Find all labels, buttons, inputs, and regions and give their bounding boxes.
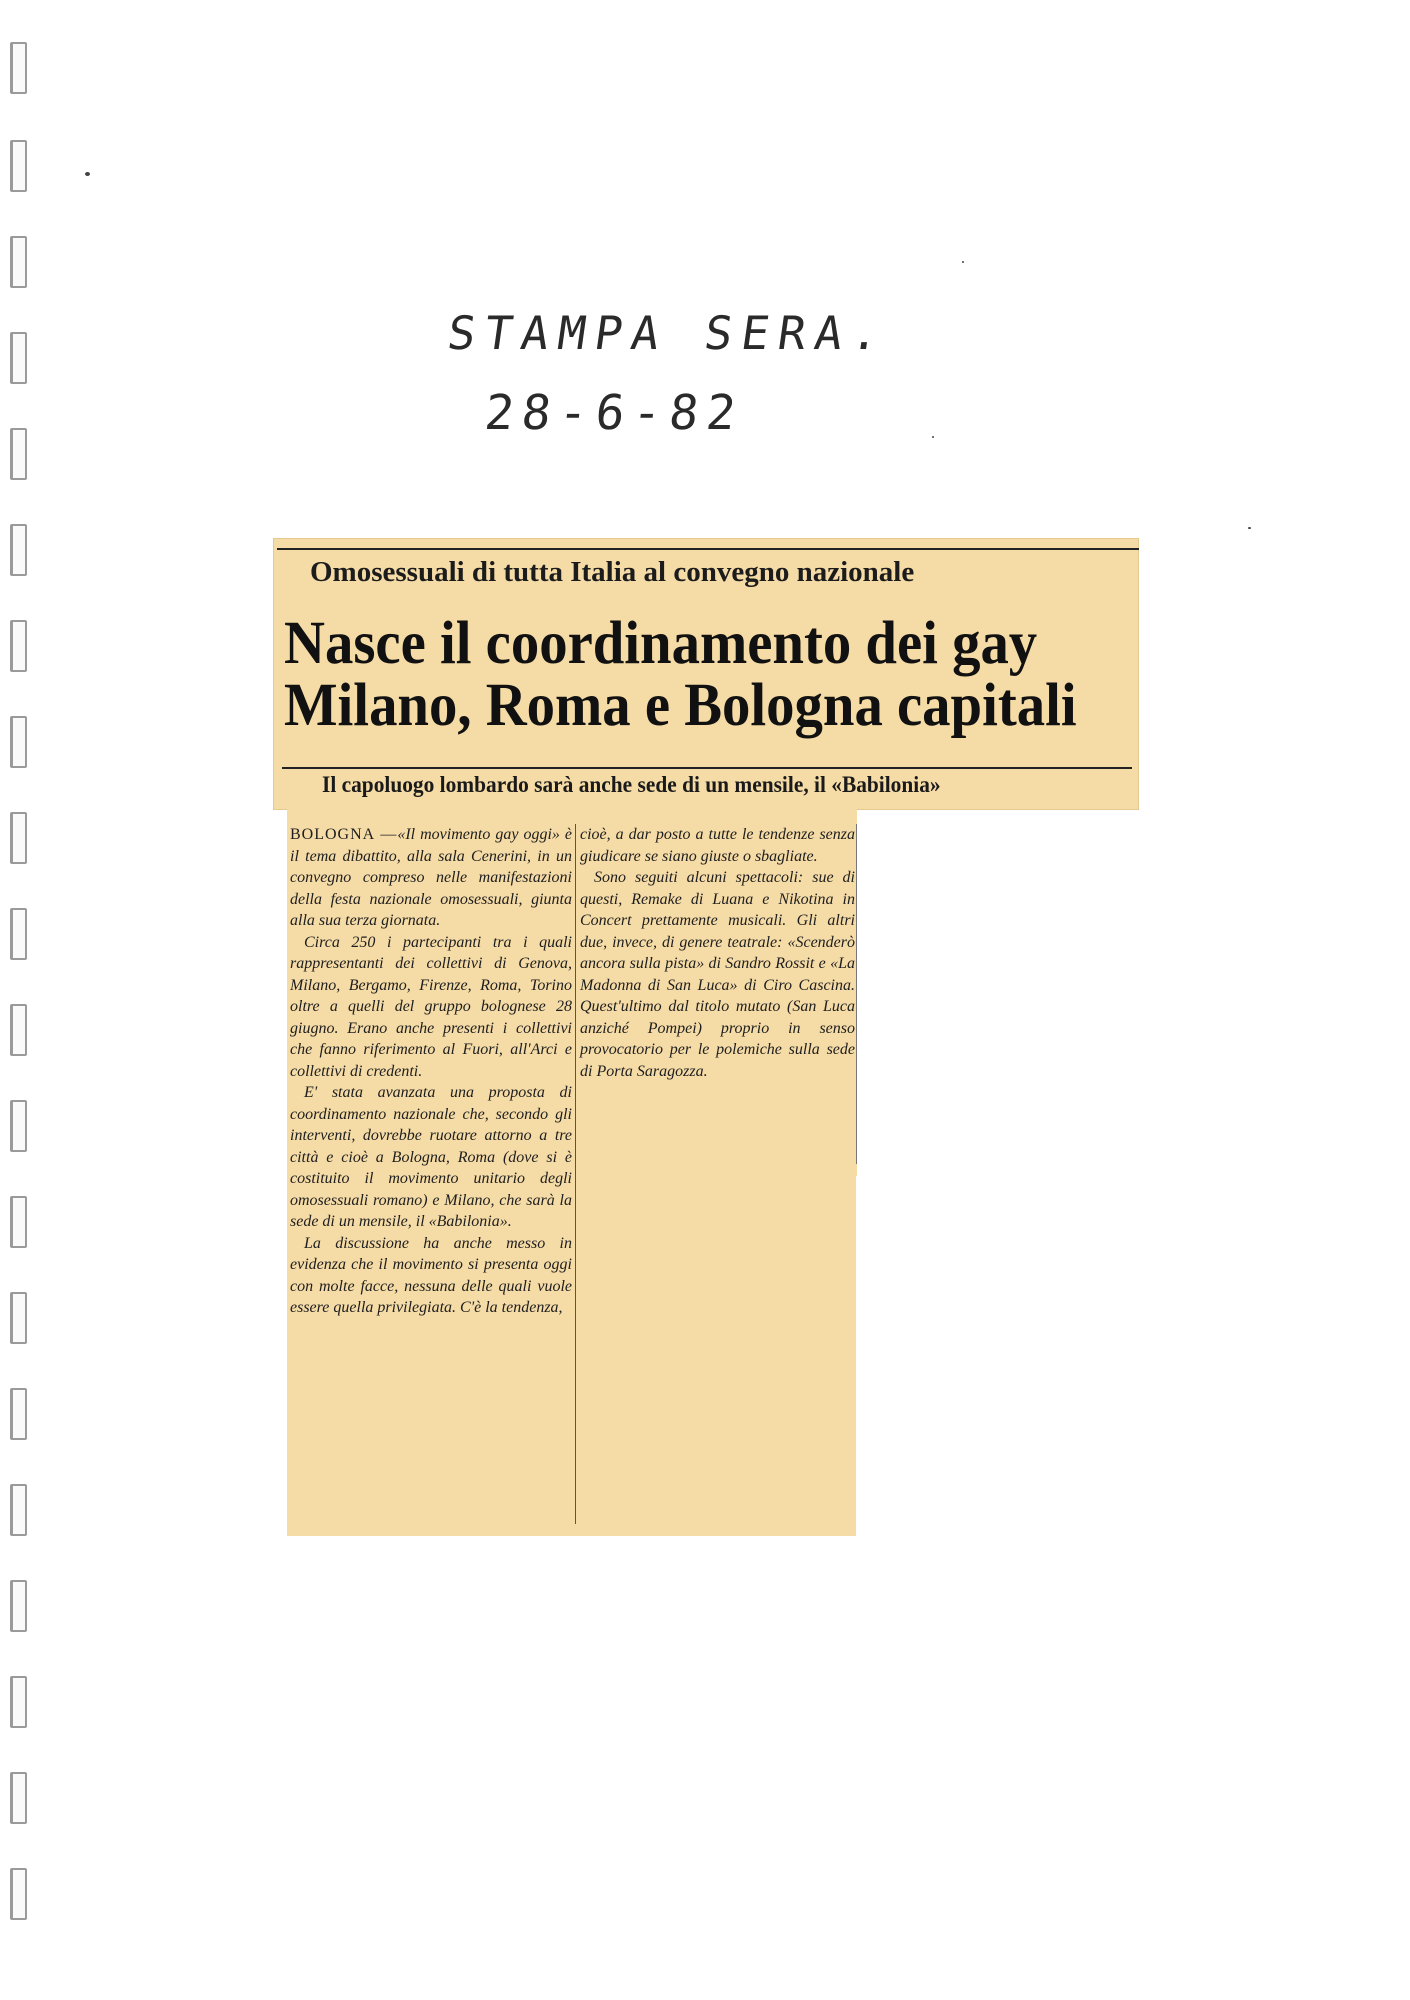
- binder-hole: [10, 1100, 27, 1152]
- paragraph-text: E' stata avanzata una proposta di coordinamento nazionale che, secondo gli interventi, dovrebbe ruotare attorno a tre città e cioè a Bologna, Roma (dove si è costituito il movimento unitario degli omosessuali romano) e Milano, che sarà la sede di un mensile, il «Babilonia».: [290, 1084, 572, 1230]
- binder-hole: [10, 1772, 27, 1824]
- divider: [277, 548, 1139, 550]
- scan-speck: [85, 172, 90, 176]
- binder-hole: [10, 428, 27, 480]
- paragraph: [580, 867, 855, 1082]
- paragraph: [290, 932, 572, 1083]
- binder-hole: [10, 716, 27, 768]
- binder-hole: [10, 1292, 27, 1344]
- handwritten-date: 28-6-82: [482, 385, 747, 441]
- scan-speck: [1248, 527, 1251, 529]
- divider: [282, 767, 1132, 769]
- binder-hole: [10, 1388, 27, 1440]
- binder-hole: [10, 236, 27, 288]
- column-divider: [575, 824, 576, 1524]
- binder-hole: [10, 620, 27, 672]
- binder-hole: [10, 1484, 27, 1536]
- paragraph-text: Circa 250 i partecipanti tra i quali rappresentanti dei collettivi di Genova, Milano, Bergamo, Firenze, Roma, Torino oltre a quelli del gruppo bolognese 28 giugno. Erano anche presenti i collettivi che fanno riferimento al Fuori, all'Arci e collettivi di credenti.: [290, 933, 572, 1080]
- binder-hole: [10, 1196, 27, 1248]
- binder-hole: [10, 524, 27, 576]
- binder-hole: [10, 332, 27, 384]
- paragraph: [290, 1233, 572, 1319]
- binder-hole: [10, 1580, 27, 1632]
- binder-hole: [10, 42, 27, 94]
- binder-hole: [10, 1676, 27, 1728]
- scan-speck: [932, 436, 934, 438]
- article-column-left: [290, 824, 572, 1319]
- dateline: BOLOGNA —: [290, 826, 398, 843]
- headline-line-1: Nasce il coordinamento dei gay: [284, 610, 1038, 677]
- article-headline: [284, 610, 1077, 739]
- binder-hole: [10, 140, 27, 192]
- paragraph-text: «Il movimento gay oggi» è il tema dibattito, alla sala Cenerini, in un convegno compreso nelle manifestazioni della festa nazionale omosessuali, giunta alla sua terza giornata.: [290, 826, 572, 929]
- binder-hole: [10, 908, 27, 960]
- paragraph: [290, 824, 572, 932]
- scan-speck: [962, 261, 964, 263]
- paragraph: [290, 1082, 572, 1233]
- column-divider: [856, 824, 857, 1164]
- article-kicker: Omosessuali di tutta Italia al convegno nazionale: [310, 556, 915, 588]
- handwritten-source: STAMPA SERA.: [444, 306, 893, 360]
- binder-hole: [10, 1004, 27, 1056]
- paragraph-text: Sono seguiti alcuni spettacoli: sue di questi, Remake di Luana e Nikotina in Concert prettamente musicali. Gli altri due, invece, di genere teatrale: «Scenderò ancora sulla pista» di Sandro Rossit e «La Madonna di San Luca» di Ciro Cascina. Quest'ultimo dal titolo mutato (San Luca anziché Pompei) proprio in senso provocatorio per le polemiche sulla sede di Porta Saragozza.: [580, 869, 855, 1080]
- headline-line-2: Milano, Roma e Bologna capitali: [284, 672, 1077, 739]
- binder-hole: [10, 1868, 27, 1920]
- paragraph-text: cioè, a dar posto a tutte le tendenze senza giudicare se siano giuste o sbagliate.: [580, 826, 855, 865]
- article-column-right: [580, 824, 855, 1082]
- binder-hole: [10, 812, 27, 864]
- article-subhead: Il capoluogo lombardo sarà anche sede di un mensile, il «Babilonia»: [322, 772, 941, 797]
- paragraph-text: La discussione ha anche messo in evidenza che il movimento si presenta oggi con molte facce, nessuna delle quali vuole essere quella privilegiata. C'è la tendenza,: [290, 1234, 572, 1316]
- paragraph: [580, 824, 855, 867]
